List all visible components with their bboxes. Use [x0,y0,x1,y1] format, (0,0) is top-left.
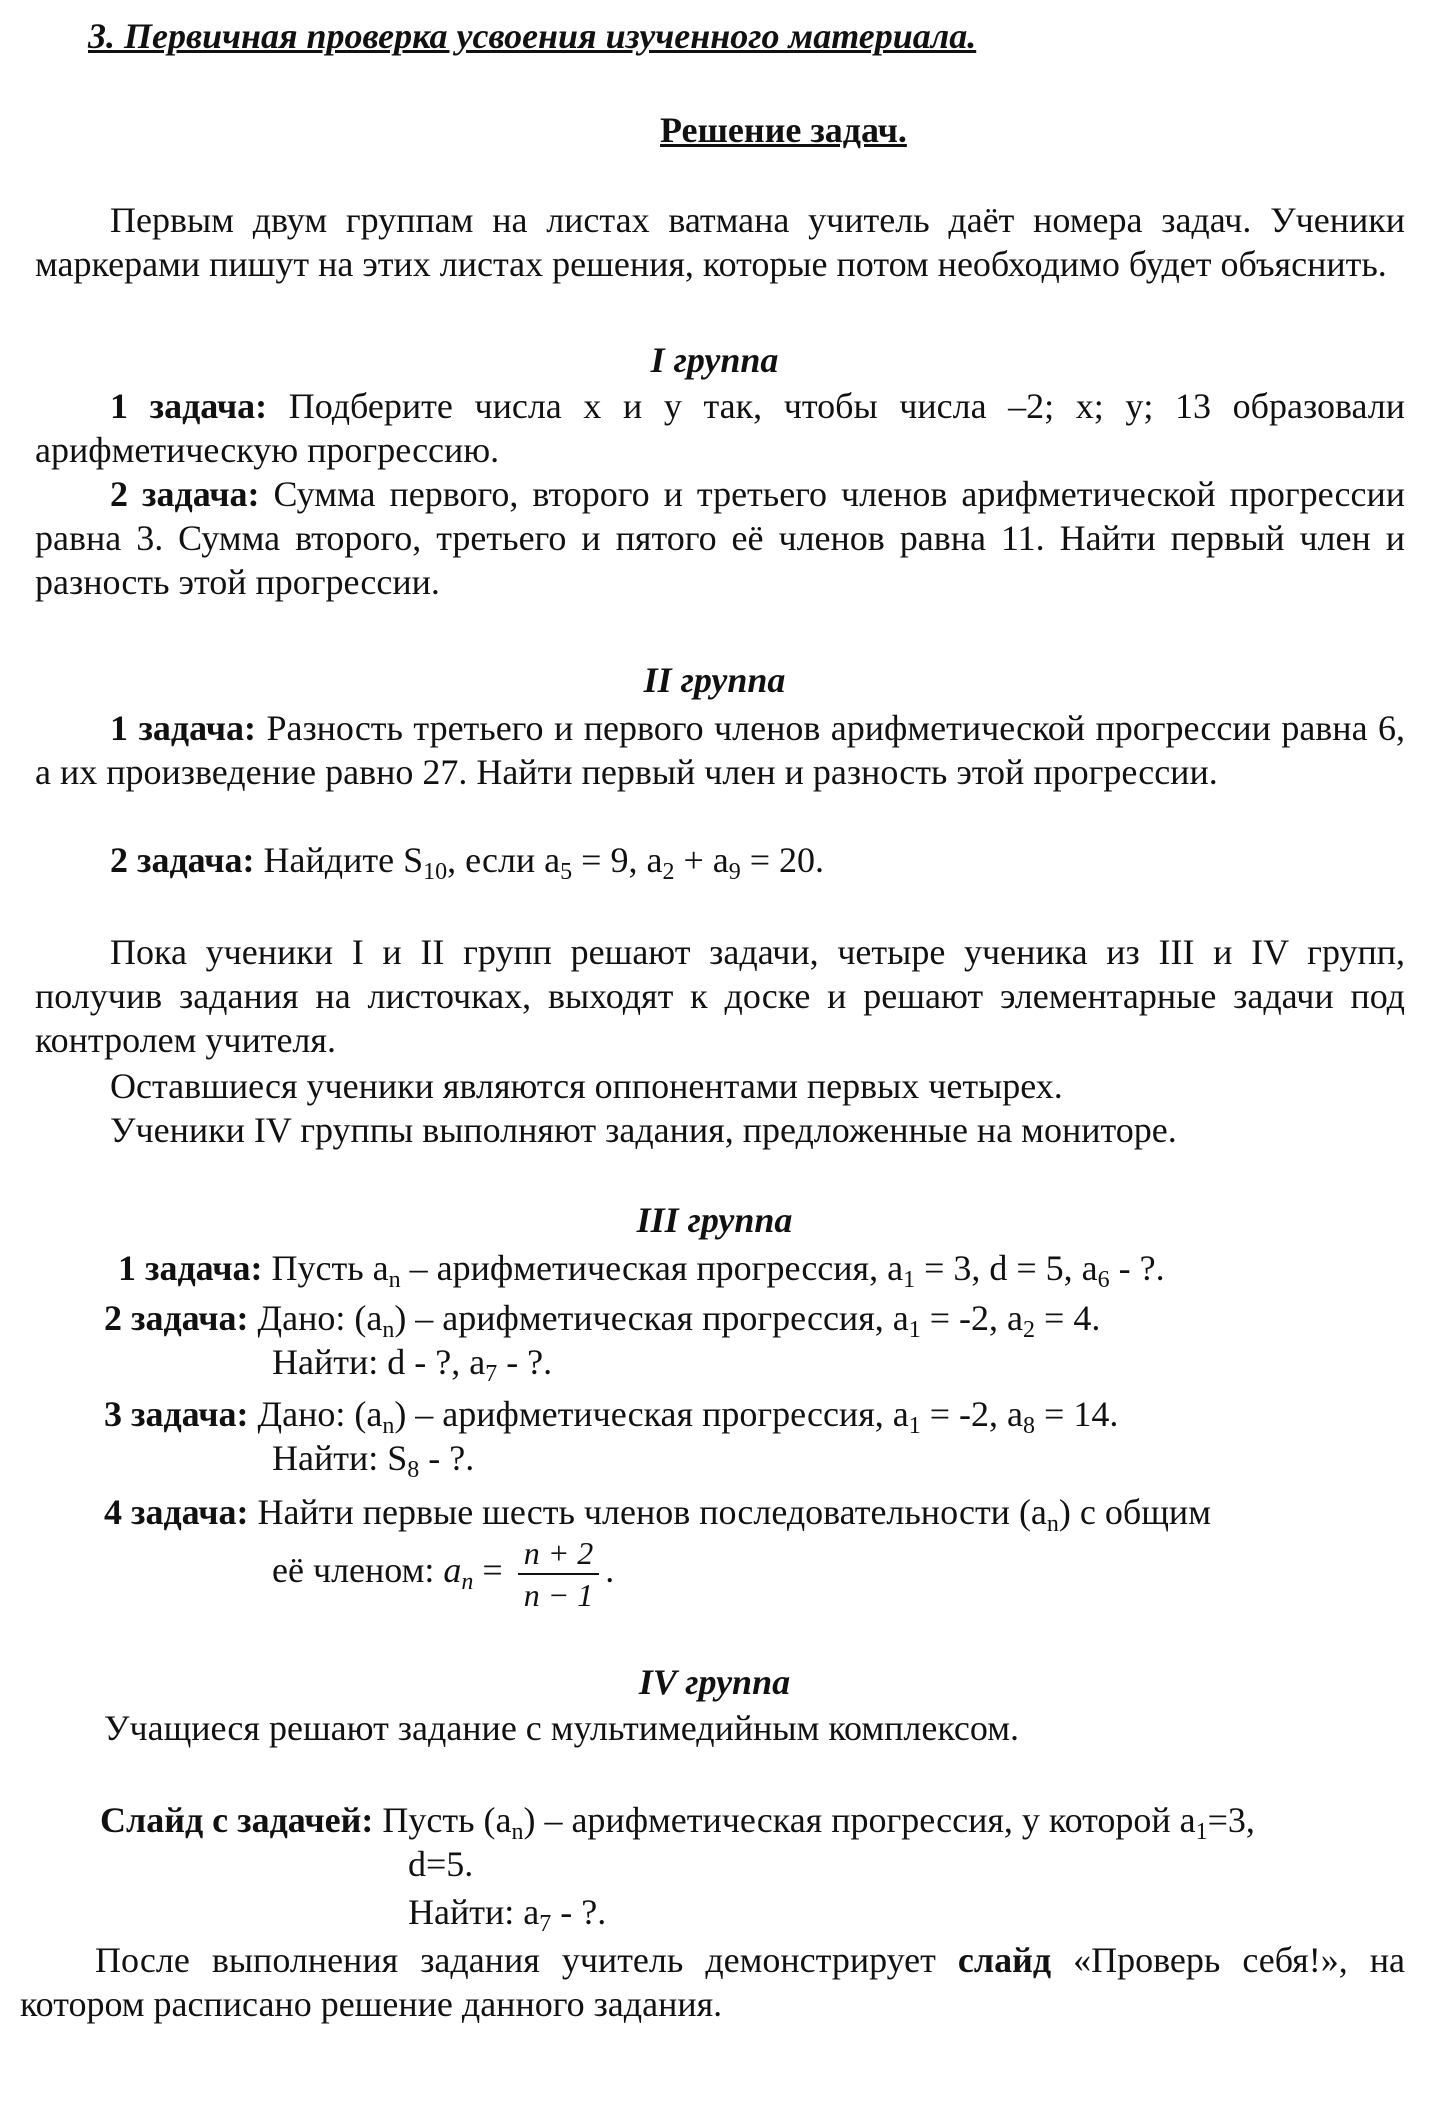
fraction [518,1533,600,1615]
text: , если a [447,840,561,880]
text: ) – арифметическая прогрессия, a [394,1298,909,1338]
formula-variable: a [443,1550,462,1590]
text: - ?. [1109,1248,1165,1288]
text: =3, [1207,1800,1255,1840]
text: ) с общим [1058,1492,1211,1532]
subscript: 2 [1023,1317,1036,1343]
group-3-task-4 [104,1490,1429,1537]
subscript: n [1046,1511,1059,1537]
text: = -2, a [920,1394,1024,1434]
text: = -2, a [920,1298,1024,1338]
paragraph-opponents: Оставшиеся ученики являются оппонентами первых четырех. [110,1066,1063,1106]
task-label: 3 задача: [104,1394,249,1434]
text: После выполнения задания учитель демонстрирует [95,1940,958,1980]
section-heading: 3. Первичная проверка усвоения изученного материала. [88,16,977,56]
text: = 4. [1035,1298,1101,1338]
fraction-numerator: n + 2 [518,1533,600,1575]
group-2-title: II группа [643,660,786,700]
task-label: 2 задача: [104,1298,249,1338]
group-4-text: Учащиеся решают задание с мультимедийным комплексом. [104,1708,1019,1748]
subscript: 1 [908,1413,921,1439]
text: её членом: [272,1550,444,1590]
subscript: 9 [728,859,741,885]
task-label: Слайд с задачей: [100,1800,374,1840]
text: = 9, a [572,840,663,880]
group-3-task-3 [104,1392,1429,1439]
subscript: 8 [407,1457,420,1483]
fraction-denominator: n − 1 [523,1576,594,1613]
group-2-task-2 [110,838,1429,885]
subscript: n [382,1413,395,1439]
task-text: Разность третьего и первого членов арифметической прогрессии равна 6, а их произведение равно 27. Найти первый член и разность этой прогрессии. [35,708,1405,792]
closing-paragraph [20,1938,1405,2026]
text: + a [674,840,729,880]
text: - ?. [419,1438,475,1478]
text: = 20. [740,840,825,880]
task-label: 1 задача: [110,708,256,748]
subscript: 10 [423,859,448,885]
group-3-task-3-find [272,1436,1372,1483]
subscript: 5 [560,859,573,885]
text: - ?. [497,1342,553,1382]
task-label: 2 задача: [110,474,260,514]
group-3-task-1 [118,1246,1429,1293]
text: Найти: d - ?, a [272,1342,486,1382]
task-text: Сумма первого, второго и третьего членов арифметической прогрессии равна 3. Сумма второго, третьего и пятого её членов равна 11. Найти первый член и разность этой прогрессии. [35,474,1405,602]
text: - ?. [551,1892,607,1932]
subscript: 8 [1023,1413,1036,1439]
text: Найдите S [254,840,424,880]
text: Дано: (a [248,1394,383,1434]
text: = [473,1550,512,1590]
text: Найти первые шесть членов последовательности (a [248,1492,1047,1532]
text: – арифметическая прогрессия, a [400,1248,904,1288]
group-2-task-1 [35,706,1405,794]
group-3-task-4-formula-line [272,1530,1372,1615]
subscript: n [388,1267,401,1293]
text-bold: слайд [957,1940,1052,1980]
paragraph-groups-work: Пока ученики I и II групп решают задачи, четыре ученика из III и IV групп, получив задания на листочках, выходят к доске и решают элементарные задачи под контролем учителя. [35,932,1405,1060]
subscript: 6 [1097,1267,1110,1293]
intro-paragraph: Первым двум группам на листах ватмана учитель даёт номера задач. Ученики маркерами пишут на этих листах решения, которые потом необходимо будет объяснить. [35,200,1405,284]
task-label: 2 задача: [110,840,255,880]
text: Найти: S [272,1438,408,1478]
subscript: 7 [539,1911,552,1937]
text: «Проверь себя!», на котором расписано решение данного задания. [20,1940,1405,2024]
group-3-task-2-find [272,1340,1372,1387]
task-label: 1 задача: [110,386,268,426]
group-1-task-1 [35,384,1405,472]
subscript: 1 [903,1267,916,1293]
subscript: n [511,1819,524,1845]
text: Пусть (a [373,1800,512,1840]
task-label: 1 задача: [118,1248,263,1288]
subscript: n [382,1317,395,1343]
text: ) – арифметическая прогрессия, a [394,1394,909,1434]
task-label: 4 задача: [104,1492,249,1532]
text: = 3, d = 5, a [915,1248,1098,1288]
text: Найти: a [408,1892,540,1932]
group-1-task-2 [35,472,1405,604]
group-4-title: IV группа [638,1662,791,1702]
group-3-title: III группа [636,1200,793,1240]
slide-task-d: d=5. [408,1844,474,1884]
slide-task-find [408,1890,1308,1937]
group-3-task-2 [104,1296,1429,1343]
text: = 14. [1035,1394,1119,1434]
subscript: n [461,1569,474,1595]
subscript: 2 [662,859,675,885]
paragraph-group-4: Ученики IV группы выполняют задания, предложенные на мониторе. [110,1110,1177,1150]
text: ) – арифметическая прогрессия, у которой a [523,1800,1196,1840]
text: . [605,1550,615,1590]
text: Дано: (a [248,1298,383,1338]
text: Пусть a [262,1248,389,1288]
group-1-title: I группа [650,340,779,380]
subscript: 1 [1195,1819,1208,1845]
task-text: Подберите числа x и y так, чтобы числа –2; x; y; 13 образовали арифметическую прогрессию. [35,386,1406,470]
subscript: 1 [908,1317,921,1343]
subscript: 7 [485,1361,498,1387]
slide-task [100,1798,1429,1845]
subheading: Решение задач. [660,110,907,150]
